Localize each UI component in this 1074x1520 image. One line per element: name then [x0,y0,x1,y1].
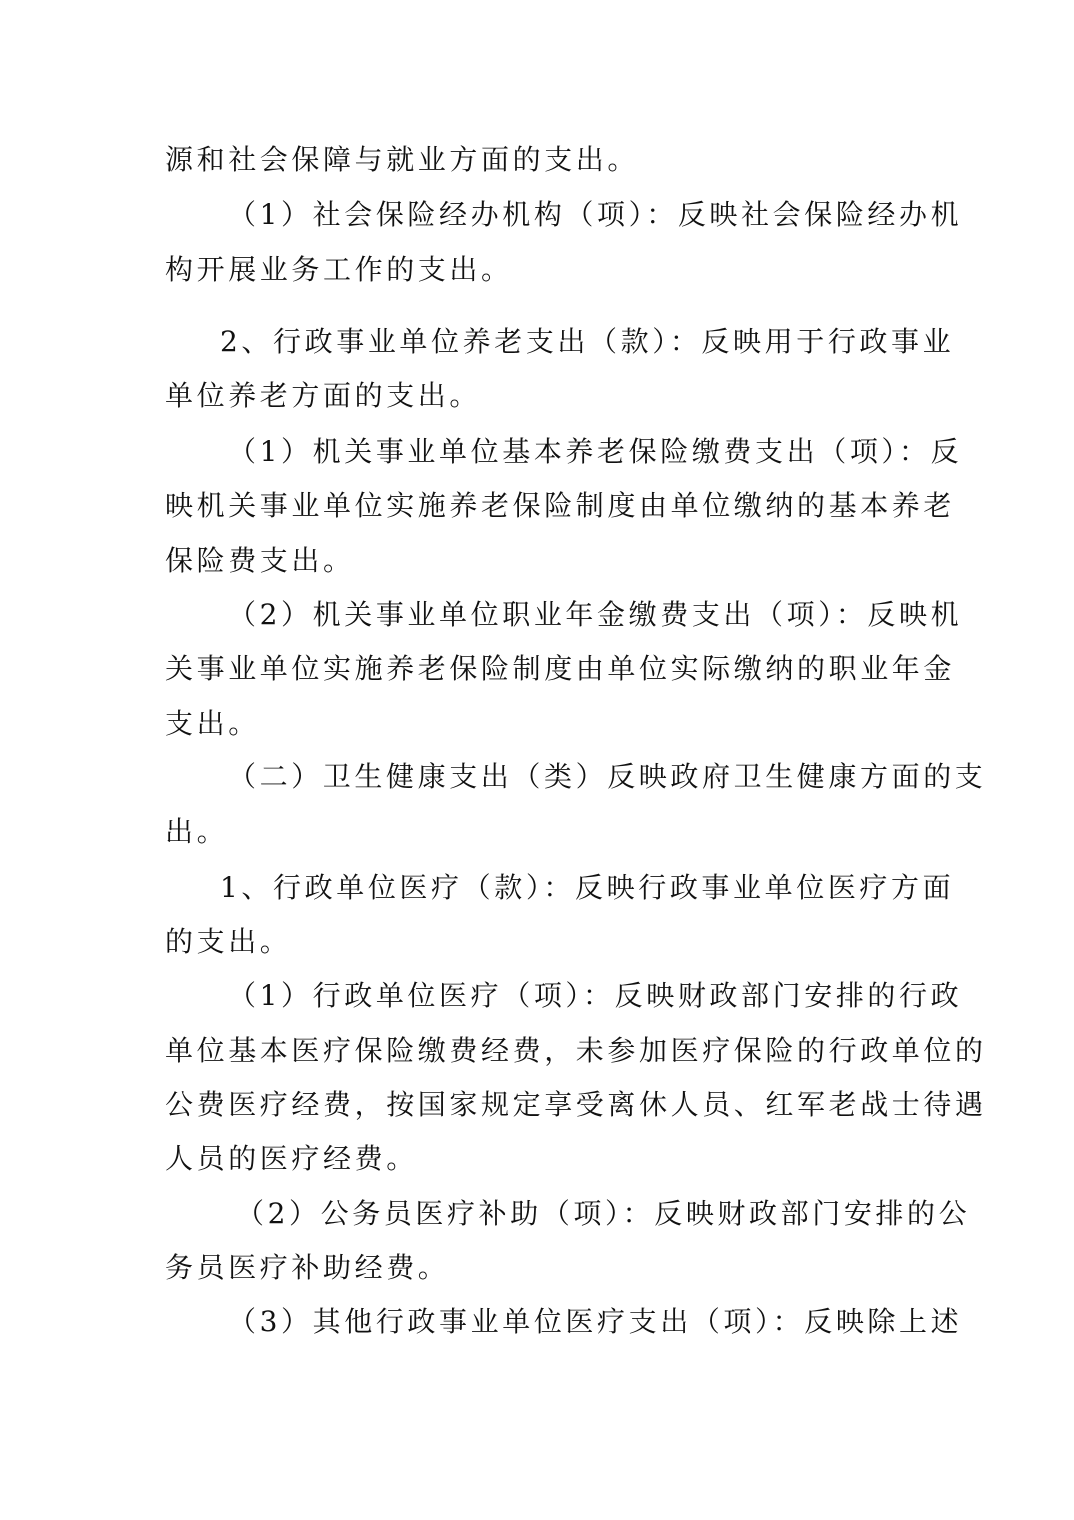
text-line: 公费医疗经费，按国家规定享受离休人员、红军老战士待遇 [165,1088,987,1121]
text-line: 出。 [165,815,229,848]
text-line: 单位基本医疗保险缴费经费，未参加医疗保险的行政单位的 [165,1034,987,1067]
text-line: 支出。 [165,707,260,740]
text-line: 的支出。 [165,925,292,958]
text-line: （1）机关事业单位基本养老保险缴费支出（项）：反 [228,435,963,468]
text-line: 务员医疗补助经费。 [165,1251,450,1284]
text-line: （1）行政单位医疗（项）：反映财政部门安排的行政 [228,979,963,1012]
text-line: 1、行政单位医疗（款）：反映行政事业单位医疗方面 [220,871,955,904]
text-line: 人员的医疗经费。 [165,1142,418,1175]
text-line: （2）机关事业单位职业年金缴费支出（项）：反映机 [228,598,963,631]
text-line: （二）卫生健康支出（类）反映政府卫生健康方面的支 [228,760,987,793]
text-line: 关事业单位实施养老保险制度由单位实际缴纳的职业年金 [165,652,956,685]
text-line: 映机关事业单位实施养老保险制度由单位缴纳的基本养老 [165,489,956,522]
text-line: 构开展业务工作的支出。 [165,253,513,286]
text-line: （2）公务员医疗补助（项）：反映财政部门安排的公 [236,1197,971,1230]
text-line: （1）社会保险经办机构（项）：反映社会保险经办机 [228,198,963,231]
text-line: 源和社会保障与就业方面的支出。 [165,143,640,176]
text-line: 2、行政事业单位养老支出（款）：反映用于行政事业 [220,325,955,358]
text-line: （3）其他行政事业单位医疗支出（项）：反映除上述 [228,1305,963,1338]
text-line: 保险费支出。 [165,544,355,577]
text-line: 单位养老方面的支出。 [165,379,482,412]
